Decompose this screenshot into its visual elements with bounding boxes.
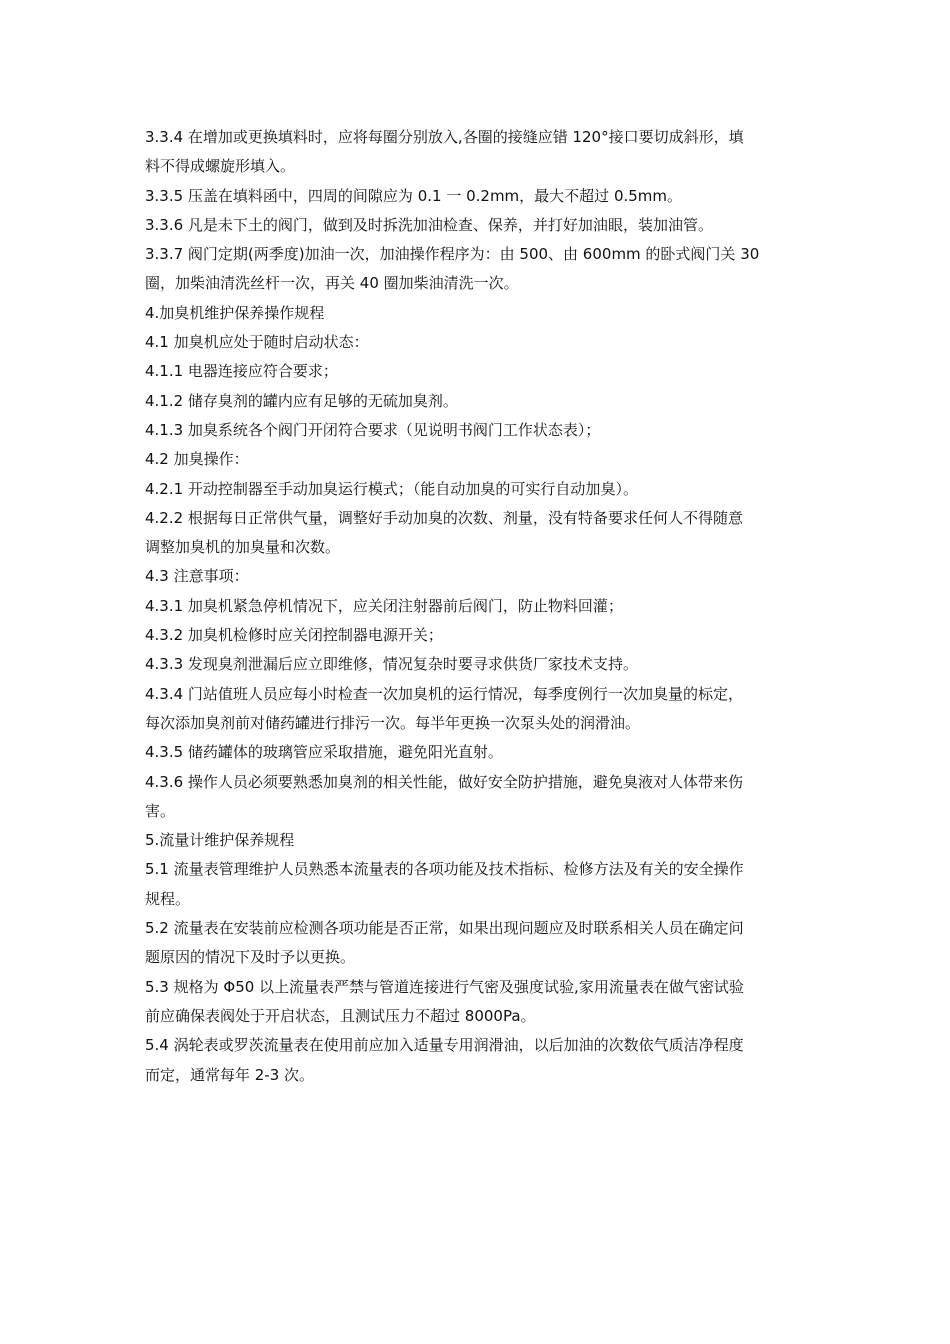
text-line: 4.2.2 根据每日正常供气量，调整好手动加臭的次数、剂量，没有特备要求任何人不得随意 bbox=[145, 508, 743, 527]
text-line: 4.2.1 开动控制器至手动加臭运行模式；（能自动加臭的可实行自动加臭）。 bbox=[145, 479, 638, 498]
document-body bbox=[145, 123, 810, 1090]
text-line: 5.4 涡轮表或罗茨流量表在使用前应加入适量专用润滑油，以后加油的次数依气质洁净程度 bbox=[145, 1036, 744, 1055]
text-line: 4.1.3 加臭系统各个阀门开闭符合要求（见说明书阀门工作状态表）； bbox=[145, 420, 601, 439]
section-heading: 4.加臭机维护保养操作规程 bbox=[145, 303, 325, 322]
text-line: 料不得成螺旋形填入。 bbox=[145, 157, 296, 176]
section-heading: 5.流量计维护保养规程 bbox=[145, 831, 295, 850]
text-line: 4.3.3 发现臭剂泄漏后应立即维修，情况复杂时要寻求供货厂家技术支持。 bbox=[145, 655, 638, 674]
text-line: 5.2 流量表在安装前应检测各项功能是否正常，如果出现问题应及时联系相关人员在确定问 bbox=[145, 919, 744, 938]
text-line: 每次添加臭剂前对储药罐进行排污一次。每半年更换一次泵头处的润滑油。 bbox=[145, 713, 641, 732]
text-line: 规程。 bbox=[145, 889, 191, 908]
text-line: 圈，加柴油清洗丝杆一次，再关 40 圈加柴油清洗一次。 bbox=[145, 274, 519, 293]
text-line: 4.1 加臭机应处于随时启动状态： bbox=[145, 333, 369, 352]
text-line: 5.3 规格为 Φ50 以上流量表严禁与管道连接进行气密及强度试验,家用流量表在做气密试验 bbox=[145, 977, 744, 996]
text-line: 4.1.2 储存臭剂的罐内应有足够的无硫加臭剂。 bbox=[145, 391, 458, 410]
text-line: 4.3.6 操作人员必须要熟悉加臭剂的相关性能，做好安全防护措施，避免臭液对人体带来伤 bbox=[145, 772, 743, 791]
text-line: 4.1.1 电器连接应符合要求； bbox=[145, 362, 338, 381]
text-line: 害。 bbox=[145, 801, 176, 820]
text-line: 题原因的情况下及时予以更换。 bbox=[145, 948, 356, 967]
text-line: 前应确保表阀处于开启状态，且测试压力不超过 8000Pa。 bbox=[145, 1006, 536, 1025]
text-line: 4.2 加臭操作： bbox=[145, 450, 249, 469]
text-line: 5.1 流量表管理维护人员熟悉本流量表的各项功能及技术指标、检修方法及有关的安全操作 bbox=[145, 860, 744, 879]
text-line: 4.3 注意事项： bbox=[145, 567, 249, 586]
text-line: 3.3.4 在增加或更换填料时，应将每圈分别放入,各圈的接缝应错 120°接口要切成斜形，填 bbox=[145, 128, 744, 146]
text-line: 调整加臭机的加臭量和次数。 bbox=[145, 538, 341, 557]
text-line: 3.3.5 压盖在填料函中，四周的间隙应为 0.1 一 0.2mm，最大不超过 0.5mm。 bbox=[145, 186, 683, 205]
text-line: 4.3.1 加臭机紧急停机情况下，应关闭注射器前后阀门，防止物料回灌； bbox=[145, 596, 623, 615]
text-line: 4.3.4 门站值班人员应每小时检查一次加臭机的运行情况，每季度例行一次加臭量的标定， bbox=[145, 684, 743, 703]
text-line: 3.3.7 阀门定期(两季度)加油一次，加油操作程序为：由 500、由 600mm 的卧式阀门关 30 bbox=[145, 245, 760, 264]
text-line: 4.3.5 储药罐体的玻璃管应采取措施，避免阳光直射。 bbox=[145, 743, 503, 762]
text-line: 4.3.2 加臭机检修时应关闭控制器电源开关； bbox=[145, 626, 443, 645]
text-line: 3.3.6 凡是未下土的阀门，做到及时拆洗加油检查、保养，并打好加油眼，装加油管。 bbox=[145, 215, 713, 234]
text-line: 而定，通常每年 2-3 次。 bbox=[145, 1065, 315, 1084]
